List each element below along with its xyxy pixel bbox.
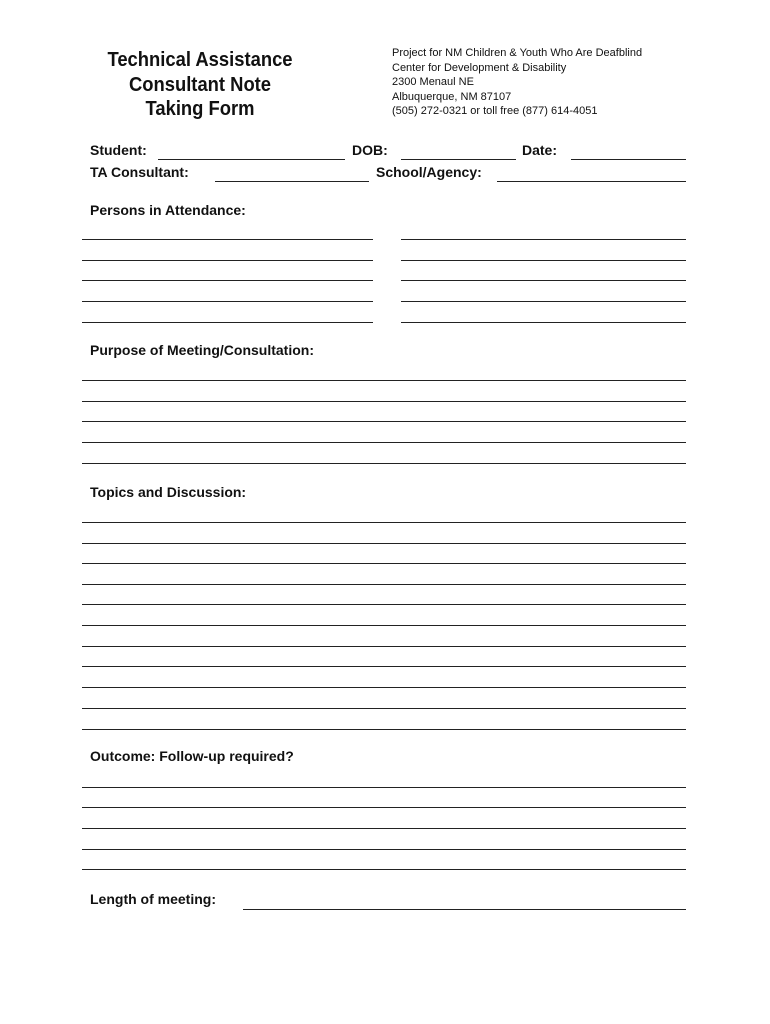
length-of-meeting-label: Length of meeting: <box>90 891 216 907</box>
purpose-line[interactable] <box>82 421 686 422</box>
outcome-line[interactable] <box>82 869 686 870</box>
attendee-line[interactable] <box>401 280 686 281</box>
address-line-5: (505) 272-0321 or toll free (877) 614-4051 <box>392 105 598 117</box>
address-line-4: Albuquerque, NM 87107 <box>392 90 512 103</box>
attendee-line[interactable] <box>401 301 686 302</box>
organization-address <box>392 46 642 119</box>
attendee-line[interactable] <box>401 260 686 261</box>
school-agency-field[interactable] <box>497 181 686 182</box>
address-line-2: Center for Development & Disability <box>392 61 567 74</box>
outcome-line[interactable] <box>82 787 686 788</box>
topics-line[interactable] <box>82 543 686 544</box>
topics-line[interactable] <box>82 646 686 647</box>
dob-label: DOB: <box>352 142 388 158</box>
form-title <box>91 48 308 122</box>
topics-line[interactable] <box>82 522 686 523</box>
purpose-line[interactable] <box>82 442 686 443</box>
outcome-line[interactable] <box>82 828 686 829</box>
persons-in-attendance-label: Persons in Attendance: <box>90 202 246 218</box>
topics-line[interactable] <box>82 584 686 585</box>
school-agency-label: School/Agency: <box>376 164 482 180</box>
outcome-line[interactable] <box>82 807 686 808</box>
ta-consultant-label: TA Consultant: <box>90 164 189 180</box>
attendee-line[interactable] <box>82 280 373 281</box>
student-field[interactable] <box>158 159 345 160</box>
attendee-line[interactable] <box>401 239 686 240</box>
attendee-line[interactable] <box>82 322 373 323</box>
outcome-line[interactable] <box>82 849 686 850</box>
title-line-2: Consultant Note <box>128 73 272 96</box>
topics-line[interactable] <box>82 625 686 626</box>
attendee-line[interactable] <box>82 260 373 261</box>
outcome-label: Outcome: Follow-up required? <box>90 748 294 764</box>
purpose-label: Purpose of Meeting/Consultation: <box>90 342 314 358</box>
purpose-line[interactable] <box>82 463 686 464</box>
topics-line[interactable] <box>82 563 686 564</box>
topics-label: Topics and Discussion: <box>90 484 247 500</box>
address-line-3: 2300 Menaul NE <box>392 76 474 88</box>
topics-line[interactable] <box>82 687 686 688</box>
attendee-line[interactable] <box>82 239 373 240</box>
length-of-meeting-field[interactable] <box>243 909 686 910</box>
attendee-line[interactable] <box>401 322 686 323</box>
dob-field[interactable] <box>401 159 516 160</box>
student-label: Student: <box>90 142 147 158</box>
topics-line[interactable] <box>82 604 686 605</box>
attendee-line[interactable] <box>82 301 373 302</box>
purpose-line[interactable] <box>82 401 686 402</box>
topics-line[interactable] <box>82 729 686 730</box>
purpose-line[interactable] <box>82 380 686 381</box>
topics-line[interactable] <box>82 666 686 667</box>
title-line-3: Taking Form <box>145 98 255 120</box>
title-line-1: Technical Assistance <box>107 49 293 71</box>
topics-line[interactable] <box>82 708 686 709</box>
ta-consultant-field[interactable] <box>215 181 369 182</box>
date-label: Date: <box>522 142 558 158</box>
address-line-1: Project for NM Children & Youth Who Are Deafblind <box>392 47 643 59</box>
date-field[interactable] <box>571 159 686 160</box>
